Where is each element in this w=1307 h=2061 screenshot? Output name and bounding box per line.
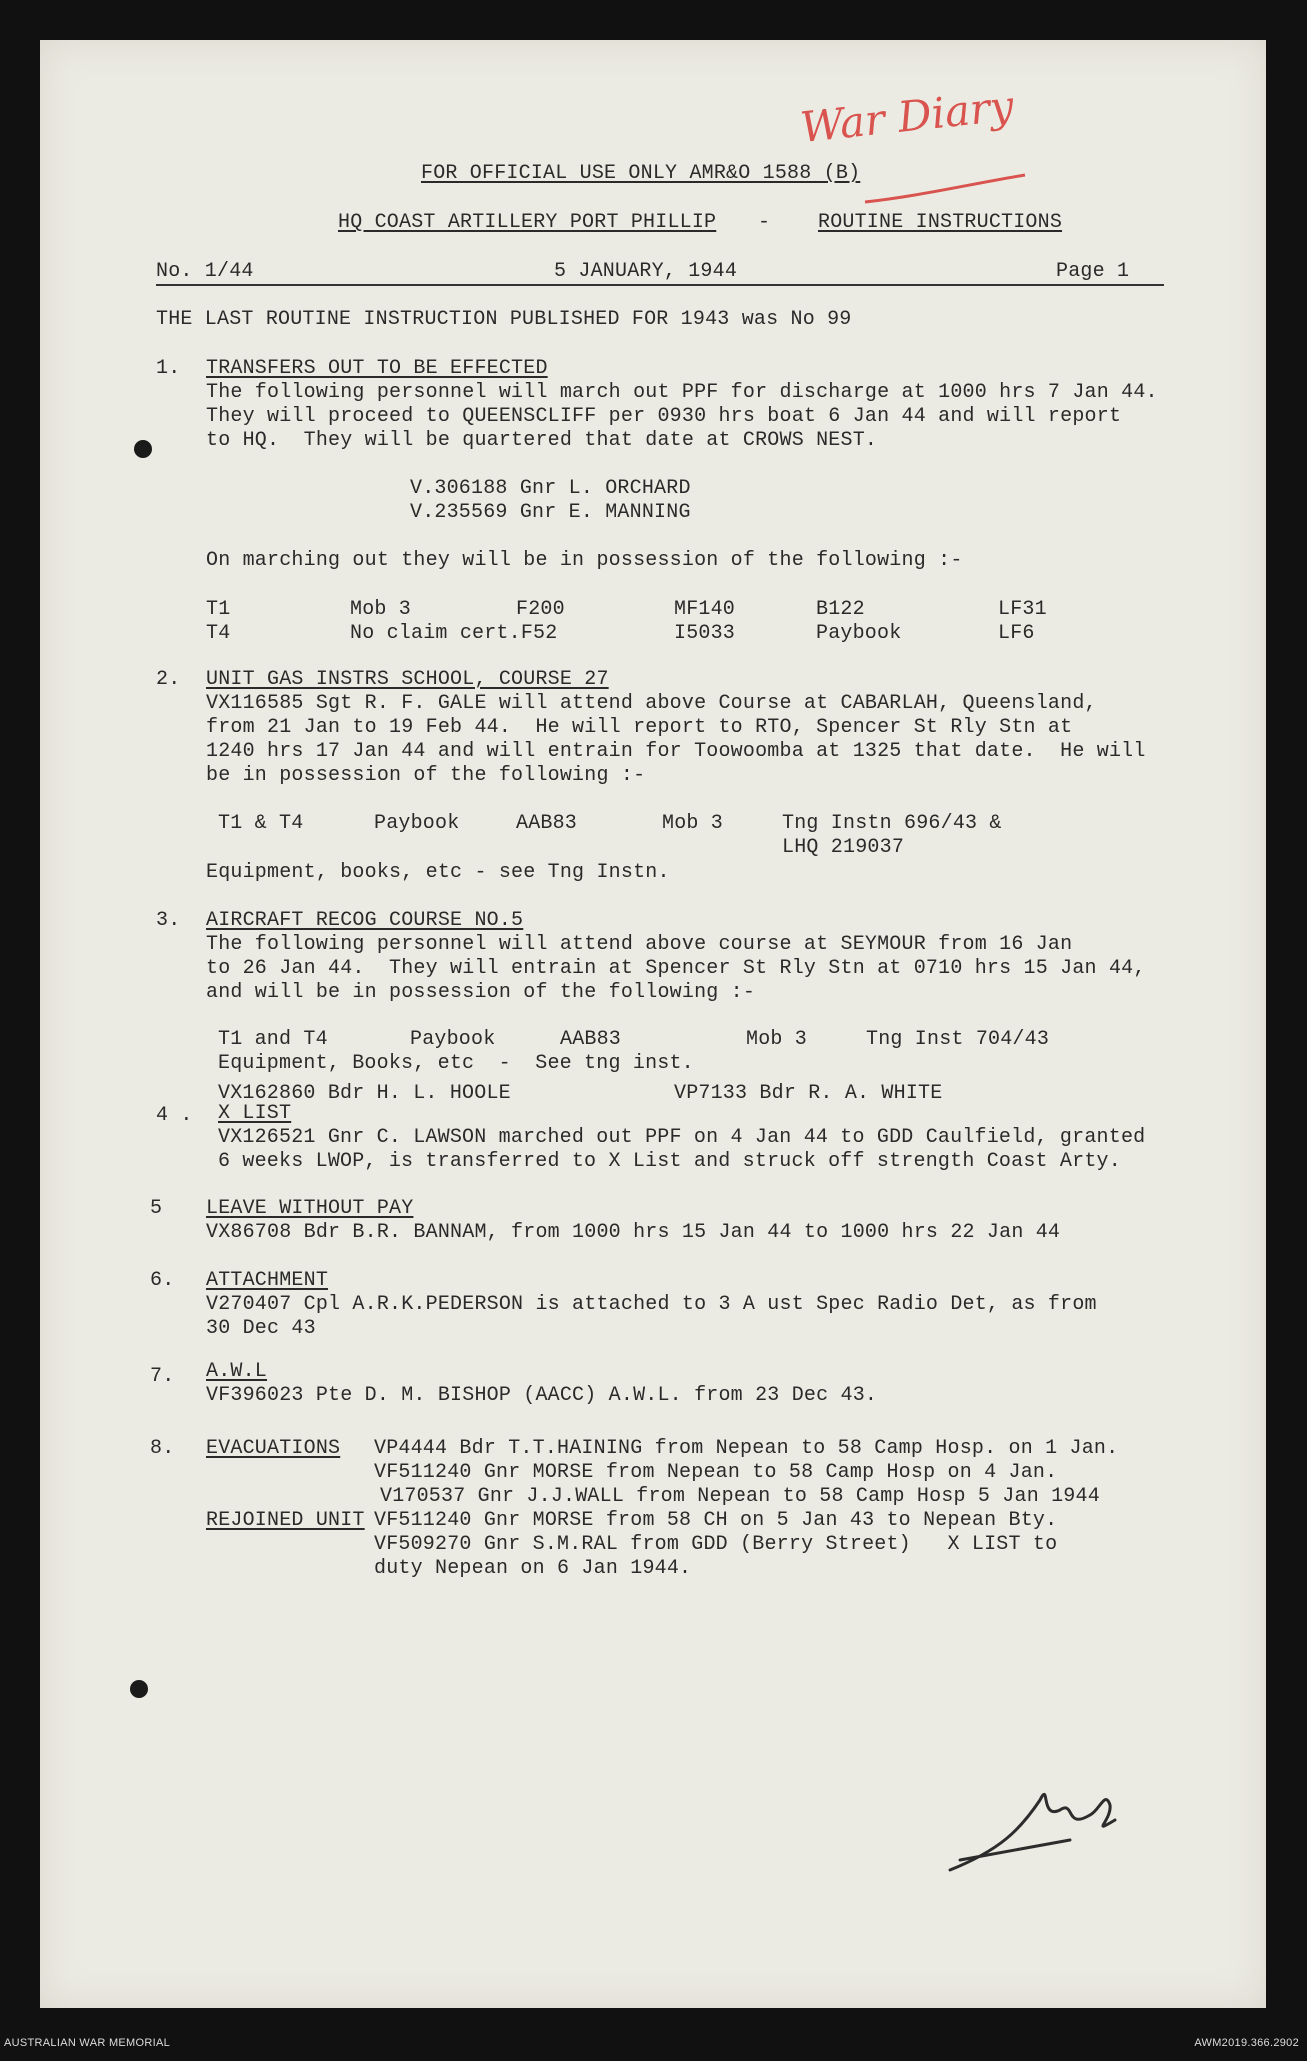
table-cell: F200 <box>516 598 565 621</box>
heading-dash: - <box>758 211 771 234</box>
personnel-line: VP7133 Bdr R. A. WHITE <box>674 1082 943 1105</box>
item-line: VP4444 Bdr T.T.HAINING from Nepean to 58 Camp Hosp. on 1 Jan. <box>374 1437 1119 1460</box>
table-cell: Mob 3 <box>662 812 724 835</box>
table-cell: Mob 3 <box>746 1028 808 1051</box>
signature <box>940 1760 1160 1880</box>
table-cell: T4 <box>206 622 231 645</box>
table-cell: LHQ 219037 <box>782 836 905 859</box>
item-line: 6 weeks LWOP, is transferred to X List and struck off strength Coast Arty. <box>218 1150 1121 1173</box>
item-number: 7. <box>150 1365 175 1388</box>
item-number: 2. <box>156 668 181 691</box>
header-rule <box>156 284 1164 286</box>
instruction-number: No. 1/44 <box>156 260 254 283</box>
table-cell: B122 <box>816 598 865 621</box>
page-number: Page 1 <box>1056 260 1130 283</box>
punch-hole <box>134 440 152 458</box>
table-cell: Tng Instn 696/43 & <box>782 812 1002 835</box>
table-cell: T1 and T4 <box>218 1028 328 1051</box>
item-number: 4 . <box>156 1104 193 1127</box>
item-title: A.W.L <box>206 1360 268 1383</box>
item-title: TRANSFERS OUT TO BE EFFECTED <box>206 357 548 380</box>
item-line: VF509270 Gnr S.M.RAL from GDD (Berry Street) X LIST to <box>374 1533 1058 1556</box>
item-line: 30 Dec 43 <box>206 1317 316 1340</box>
table-cell: Mob 3 <box>350 598 412 621</box>
handwritten-note: War Diary <box>798 80 1016 153</box>
table-cell: Tng Inst 704/43 <box>866 1028 1050 1051</box>
item-number: 6. <box>150 1269 175 1292</box>
item-title: EVACUATIONS <box>206 1437 341 1460</box>
punch-hole <box>130 1680 148 1698</box>
personnel-line: V.235569 Gnr E. MANNING <box>410 501 691 524</box>
personnel-line: V.306188 Gnr L. ORCHARD <box>410 477 691 500</box>
table-cell: I5033 <box>674 622 736 645</box>
item-line: duty Nepean on 6 Jan 1944. <box>374 1557 692 1580</box>
footer-accession: AWM2019.366.2902 <box>1194 2037 1299 2049</box>
intro-line: THE LAST ROUTINE INSTRUCTION PUBLISHED FOR 1943 was No 99 <box>156 308 852 331</box>
item-title: X LIST <box>218 1102 292 1125</box>
document-page <box>40 40 1266 2008</box>
item-line: be in possession of the following :- <box>206 764 646 787</box>
table-cell: AAB83 <box>560 1028 622 1051</box>
possession-line: On marching out they will be in possession of the following :- <box>206 549 963 572</box>
item-number: 5 <box>150 1197 163 1220</box>
table-cell: T1 & T4 <box>218 812 304 835</box>
item-line: V170537 Gnr J.J.WALL from Nepean to 58 Camp Hosp 5 Jan 1944 <box>380 1485 1100 1508</box>
item-number: 8. <box>150 1437 175 1460</box>
item-line: V270407 Cpl A.R.K.PEDERSON is attached to 3 A ust Spec Radio Det, as from <box>206 1293 1097 1316</box>
item-title: ATTACHMENT <box>206 1269 329 1292</box>
item-line: VF511240 Gnr MORSE from Nepean to 58 Camp Hosp on 4 Jan. <box>374 1461 1058 1484</box>
instruction-date: 5 JANUARY, 1944 <box>554 260 738 283</box>
item-line: from 21 Jan to 19 Feb 44. He will report to RTO, Spencer St Rly Stn at <box>206 716 1073 739</box>
personnel-line: VX162860 Bdr H. L. HOOLE <box>218 1082 511 1105</box>
item-line: The following personnel will march out PPF for discharge at 1000 hrs 7 Jan 44. <box>206 381 1158 404</box>
item-line: to 26 Jan 44. They will entrain at Spencer St Rly Stn at 0710 hrs 15 Jan 44, <box>206 957 1146 980</box>
item-title: LEAVE WITHOUT PAY <box>206 1197 414 1220</box>
item-line: VF396023 Pte D. M. BISHOP (AACC) A.W.L. from 23 Dec 43. <box>206 1384 878 1407</box>
item-subtitle: REJOINED UNIT <box>206 1509 365 1532</box>
footer-source: AUSTRALIAN WAR MEMORIAL <box>4 2037 171 2049</box>
document-type-heading: ROUTINE INSTRUCTIONS <box>818 211 1063 234</box>
unit-heading: HQ COAST ARTILLERY PORT PHILLIP <box>338 211 717 234</box>
table-cell: AAB83 <box>516 812 578 835</box>
table-cell: Paybook <box>374 812 460 835</box>
table-cell: Paybook <box>816 622 902 645</box>
table-cell: LF6 <box>998 622 1035 645</box>
item-line: They will proceed to QUEENSCLIFF per 0930 hrs boat 6 Jan 44 and will report <box>206 405 1122 428</box>
table-cell: Paybook <box>410 1028 496 1051</box>
table-cell: T1 <box>206 598 231 621</box>
item-title: UNIT GAS INSTRS SCHOOL, COURSE 27 <box>206 668 609 691</box>
table-cell: No claim cert.F52 <box>350 622 558 645</box>
table-cell: MF140 <box>674 598 736 621</box>
item-title: AIRCRAFT RECOG COURSE NO.5 <box>206 909 524 932</box>
item-note: Equipment, Books, etc - See tng inst. <box>218 1052 694 1075</box>
red-underline-stroke <box>860 170 1030 210</box>
item-line: VX126521 Gnr C. LAWSON marched out PPF on 4 Jan 44 to GDD Caulfield, granted <box>218 1126 1146 1149</box>
item-line: VX116585 Sgt R. F. GALE will attend above Course at CABARLAH, Queensland, <box>206 692 1097 715</box>
item-note: Equipment, books, etc - see Tng Instn. <box>206 861 670 884</box>
item-line: and will be in possession of the following :- <box>206 981 756 1004</box>
item-number: 1. <box>156 357 181 380</box>
item-line: VX86708 Bdr B.R. BANNAM, from 1000 hrs 15 Jan 44 to 1000 hrs 22 Jan 44 <box>206 1221 1061 1244</box>
item-line: to HQ. They will be quartered that date at CROWS NEST. <box>206 429 878 452</box>
item-line: VF511240 Gnr MORSE from 58 CH on 5 Jan 43 to Nepean Bty. <box>374 1509 1058 1532</box>
classification-heading: FOR OFFICIAL USE ONLY AMR&O 1588 (B) <box>421 162 861 185</box>
item-line: 1240 hrs 17 Jan 44 and will entrain for Toowoomba at 1325 that date. He will <box>206 740 1146 763</box>
item-line: The following personnel will attend above course at SEYMOUR from 16 Jan <box>206 933 1073 956</box>
item-number: 3. <box>156 909 181 932</box>
table-cell: LF31 <box>998 598 1047 621</box>
